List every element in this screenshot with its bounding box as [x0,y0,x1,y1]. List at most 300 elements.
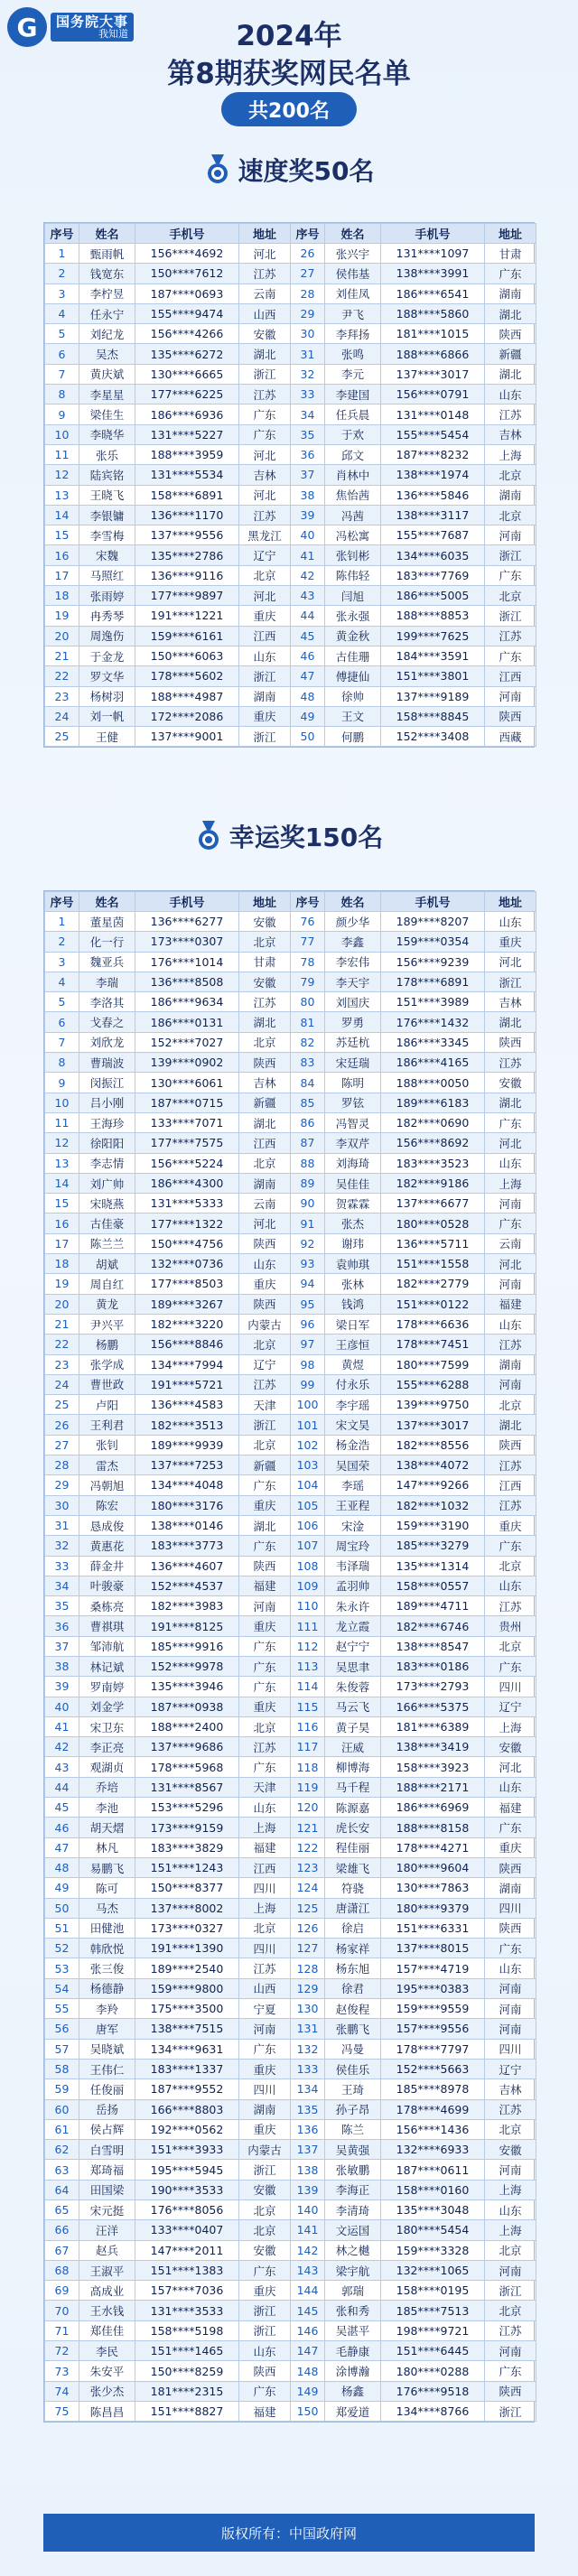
cell-idx: 18 [45,1254,79,1274]
cell-region: 黑龙江 [239,525,291,545]
cell-phone: 138****8547 [381,1636,485,1656]
cell-region: 广东 [485,565,536,585]
cell-name: 梁宇航 [325,2260,381,2280]
cell-name: 郑琦福 [79,2160,135,2180]
cell-name: 王淑平 [79,2260,135,2280]
cell-phone: 159****9800 [135,1978,239,1998]
cell-name: 徐帅 [325,686,381,706]
cell-idx: 95 [291,1294,325,1314]
cell-phone: 156****4692 [135,244,239,264]
cell-phone: 137****9686 [135,1737,239,1757]
table-row [45,1254,536,1274]
table-row [45,1556,536,1576]
cell-name: 宋卫东 [79,1716,135,1736]
cell-idx: 39 [45,1677,79,1697]
cell-phone: 156****5224 [135,1153,239,1173]
cell-idx: 108 [291,1556,325,1576]
cell-phone: 186****5005 [381,586,485,606]
cell-idx: 19 [45,1274,79,1294]
table-row [45,1194,536,1214]
cell-phone: 131****8567 [135,1777,239,1797]
cell-phone: 151****1558 [381,1254,485,1274]
page-title: 第8期获奖网民名单 [167,58,411,90]
cell-idx: 13 [45,485,79,505]
col-header-idx: 序号 [45,892,79,912]
cell-idx: 51 [45,1918,79,1938]
cell-region: 北京 [485,2119,536,2139]
cell-name: 尹飞 [325,303,381,323]
cell-name: 肖林中 [325,465,381,485]
cell-region: 江西 [485,1475,536,1495]
cell-idx: 59 [45,2079,79,2099]
cell-phone: 188****4987 [135,686,239,706]
cell-region: 浙江 [485,972,536,991]
table-row [45,2361,536,2381]
cell-phone: 186****3345 [381,1032,485,1052]
cell-region: 陕西 [239,1294,291,1314]
cell-phone: 173****0327 [135,1918,239,1938]
cell-idx: 126 [291,1918,325,1938]
cell-name: 郑佳佳 [79,2320,135,2340]
cell-phone: 199****7625 [381,626,485,646]
cell-name: 傅捷仙 [325,666,381,686]
cell-phone: 151****1243 [135,1857,239,1877]
cell-idx: 47 [291,666,325,686]
cell-name: 王伟仁 [79,2059,135,2078]
cell-name: 周自红 [79,1274,135,1294]
cell-phone: 138****3991 [381,264,485,284]
table-row [45,424,536,444]
table-row [45,1214,536,1233]
col-header-phone: 手机号 [381,892,485,912]
cell-idx: 43 [291,586,325,606]
cell-phone: 137****8002 [135,1898,239,1918]
cell-region: 上海 [485,1716,536,1736]
cell-region: 四川 [239,1878,291,1898]
cell-region: 湖北 [485,1012,536,1032]
cell-phone: 184****3591 [381,646,485,665]
cell-phone: 147****9266 [381,1475,485,1495]
cell-region: 山东 [485,912,536,932]
cell-name: 吴晓斌 [79,2039,135,2059]
table-row [45,666,536,686]
cell-name: 汪威 [325,1737,381,1757]
cell-idx: 149 [291,2381,325,2401]
cell-name: 梁佳生 [79,405,135,424]
cell-idx: 36 [291,444,325,464]
cell-idx: 3 [45,952,79,972]
cell-region: 浙江 [485,545,536,565]
col-header-region: 地址 [239,892,291,912]
cell-region: 福建 [485,1294,536,1314]
cell-phone: 178****7797 [381,2039,485,2059]
cell-name: 王海珍 [79,1112,135,1132]
cell-phone: 182****8556 [381,1435,485,1455]
cell-phone: 180****0528 [381,1214,485,1233]
table-row [45,1012,536,1032]
cell-idx: 13 [45,1153,79,1173]
cell-phone: 176****9518 [381,2381,485,2401]
cell-region: 上海 [239,1898,291,1918]
cell-region: 吉林 [239,465,291,485]
cell-region: 浙江 [239,1415,291,1435]
cell-region: 陕西 [239,1556,291,1576]
cell-name: 柳博海 [325,1757,381,1777]
cell-idx: 136 [291,2119,325,2139]
cell-idx: 7 [45,364,79,384]
cell-region: 山东 [485,1153,536,1173]
cell-name: 田健池 [79,1918,135,1938]
cell-phone: 132****6933 [381,2140,485,2160]
cell-phone: 181****6389 [381,1716,485,1736]
cell-idx: 42 [291,565,325,585]
cell-region: 重庆 [239,606,291,626]
medal-icon [195,821,222,851]
table-row [45,465,536,485]
cell-phone: 183****3523 [381,1153,485,1173]
cell-region: 陕西 [239,2361,291,2381]
cell-idx: 131 [291,2019,325,2039]
table-row [45,1958,536,1978]
cell-idx: 44 [291,606,325,626]
cell-region: 重庆 [239,1697,291,1716]
cell-idx: 46 [291,646,325,665]
cell-phone: 188****2400 [135,1716,239,1736]
cell-name: 颜少华 [325,912,381,932]
cell-name: 张鸣 [325,344,381,364]
cell-name: 李鑫 [325,932,381,952]
cell-name: 徐君 [325,1978,381,1998]
cell-name: 闫旭 [325,586,381,606]
cell-idx: 147 [291,2341,325,2361]
cell-idx: 34 [291,405,325,424]
cell-idx: 29 [291,303,325,323]
lucky-section-header [0,818,578,854]
cell-region: 陕西 [485,706,536,726]
table-row [45,2099,536,2119]
cell-region: 河南 [485,1374,536,1394]
cell-name: 张鹏飞 [325,2019,381,2039]
table-row [45,444,536,464]
cell-region: 广东 [485,264,536,284]
cell-phone: 180****9604 [381,1857,485,1877]
cell-idx: 37 [291,465,325,485]
cell-name: 冯茜 [325,505,381,525]
table-row [45,952,536,972]
cell-name: 王健 [79,727,135,747]
cell-phone: 135****1314 [381,1556,485,1576]
table-row [45,405,536,424]
cell-region: 云南 [239,284,291,303]
cell-idx: 139 [291,2180,325,2199]
cell-region: 云南 [485,1233,536,1253]
cell-idx: 125 [291,1898,325,1918]
cell-region: 安徽 [239,324,291,344]
cell-name: 甄雨帆 [79,244,135,264]
cell-region: 湖北 [239,344,291,364]
cell-idx: 47 [45,1837,79,1857]
cell-idx: 138 [291,2160,325,2180]
cell-phone: 131****1097 [381,244,485,264]
cell-region: 河南 [485,2341,536,2361]
cell-idx: 8 [45,385,79,405]
table-row [45,2079,536,2099]
cell-phone: 151****1465 [135,2341,239,2361]
cell-idx: 75 [45,2401,79,2421]
cell-idx: 10 [45,1093,79,1112]
cell-phone: 181****1015 [381,324,485,344]
lucky-table-header [45,892,536,912]
cell-idx: 22 [45,666,79,686]
table-row [45,706,536,726]
cell-phone: 133****0407 [135,2220,239,2240]
cell-name: 杨家祥 [325,1939,381,1958]
cell-name: 冯智灵 [325,1112,381,1132]
cell-name: 李池 [79,1798,135,1818]
table-row [45,2160,536,2180]
cell-region: 上海 [485,2220,536,2240]
cell-idx: 16 [45,1214,79,1233]
table-row [45,284,536,303]
cell-name: 李柠昱 [79,284,135,303]
cell-phone: 183****1337 [135,2059,239,2078]
cell-idx: 20 [45,626,79,646]
cell-name: 谢玮 [325,1233,381,1253]
cell-phone: 182****0690 [381,1112,485,1132]
cell-region: 湖北 [239,1515,291,1535]
cell-idx: 144 [291,2281,325,2301]
cell-name: 雷杰 [79,1455,135,1475]
cell-idx: 84 [291,1073,325,1093]
table-row [45,1939,536,1958]
cell-idx: 114 [291,1677,325,1697]
cell-idx: 8 [45,1053,79,1073]
cell-idx: 119 [291,1777,325,1797]
cell-phone: 183****0186 [381,1656,485,1676]
cell-region: 甘肃 [239,952,291,972]
cell-idx: 105 [291,1495,325,1515]
cell-region: 北京 [239,1032,291,1052]
cell-name: 曹世政 [79,1374,135,1394]
cell-region: 陕西 [485,1857,536,1877]
cell-name: 侯伟基 [325,264,381,284]
cell-region: 安徽 [485,1737,536,1757]
cell-idx: 98 [291,1354,325,1374]
cell-phone: 158****0160 [381,2180,485,2199]
cell-region: 北京 [239,1435,291,1455]
cell-region: 陕西 [485,1435,536,1455]
table-row [45,264,536,284]
cell-idx: 26 [45,1415,79,1435]
cell-phone: 159****6161 [135,626,239,646]
cell-idx: 43 [45,1757,79,1777]
cell-region: 北京 [485,586,536,606]
table-row [45,1656,536,1676]
table-row [45,646,536,665]
cell-phone: 157****9556 [381,2019,485,2039]
table-row [45,2281,536,2301]
cell-region: 广东 [485,2361,536,2381]
table-row [45,972,536,991]
col-header-phone: 手机号 [135,892,239,912]
cell-name: 李拜扬 [325,324,381,344]
cell-region: 广东 [239,2039,291,2059]
cell-idx: 38 [45,1656,79,1676]
cell-region: 江苏 [239,1737,291,1757]
cell-region: 湖南 [239,1173,291,1193]
table-row [45,2401,536,2421]
cell-idx: 94 [291,1274,325,1294]
cell-phone: 151****3933 [135,2140,239,2160]
cell-idx: 109 [291,1576,325,1595]
cell-name: 林之樾 [325,2240,381,2260]
cell-phone: 198****9721 [381,2320,485,2340]
cell-phone: 147****2011 [135,2240,239,2260]
cell-idx: 10 [45,424,79,444]
table-row [45,2019,536,2039]
cell-name: 观湖贞 [79,1757,135,1777]
table-row [45,364,536,384]
cell-idx: 33 [291,385,325,405]
cell-name: 高成业 [79,2281,135,2301]
cell-name: 张林 [325,1274,381,1294]
header [0,0,578,144]
cell-region: 重庆 [485,1515,536,1535]
table-row [45,1294,536,1314]
cell-phone: 182****9186 [381,1173,485,1193]
cell-name: 李民 [79,2341,135,2361]
cell-phone: 130****6665 [135,364,239,384]
cell-idx: 135 [291,2099,325,2119]
cell-phone: 185****3279 [381,1536,485,1556]
cell-phone: 159****0354 [381,932,485,952]
cell-phone: 188****6866 [381,344,485,364]
cell-idx: 36 [45,1616,79,1636]
cell-region: 四川 [485,1677,536,1697]
cell-region: 广东 [239,1677,291,1697]
cell-name: 李瑞 [79,972,135,991]
cell-name: 黄龙 [79,1294,135,1314]
cell-idx: 123 [291,1857,325,1877]
cell-phone: 187****0715 [135,1093,239,1112]
cell-name: 曹瑞波 [79,1053,135,1073]
cell-region: 湖南 [239,686,291,706]
cell-region: 山东 [239,646,291,665]
cell-phone: 180****5454 [381,2220,485,2240]
cell-phone: 136****4607 [135,1556,239,1576]
cell-phone: 159****3190 [381,1515,485,1535]
table-row [45,586,536,606]
cell-idx: 145 [291,2301,325,2320]
cell-name: 林凡 [79,1837,135,1857]
cell-idx: 120 [291,1798,325,1818]
cell-name: 邹沛航 [79,1636,135,1656]
cell-phone: 151****1383 [135,2260,239,2280]
table-row [45,1233,536,1253]
table-row [45,1334,536,1354]
cell-name: 梁日军 [325,1314,381,1334]
cell-idx: 71 [45,2320,79,2340]
cell-phone: 131****5333 [135,1194,239,1214]
table-row [45,2220,536,2240]
cell-phone: 132****1065 [381,2260,485,2280]
cell-idx: 74 [45,2381,79,2401]
logo-line1: 国务院大事 [56,13,129,30]
cell-name: 李海正 [325,2180,381,2199]
cell-idx: 45 [45,1798,79,1818]
cell-phone: 137****6677 [381,1194,485,1214]
cell-region: 广东 [485,1112,536,1132]
table-row [45,1415,536,1435]
cell-idx: 30 [45,1495,79,1515]
cell-region: 河北 [485,1133,536,1153]
cell-phone: 137****9189 [381,686,485,706]
cell-region: 河北 [485,1757,536,1777]
cell-name: 王晓飞 [79,485,135,505]
cell-name: 李清琦 [325,2200,381,2220]
cell-idx: 79 [291,972,325,991]
cell-name: 黄金秋 [325,626,381,646]
cell-region: 湖南 [485,284,536,303]
cell-name: 张乐 [79,444,135,464]
cell-idx: 107 [291,1536,325,1556]
cell-idx: 104 [291,1475,325,1495]
cell-idx: 122 [291,1837,325,1857]
cell-name: 李宏伟 [325,952,381,972]
cell-region: 重庆 [239,1616,291,1636]
cell-phone: 134****7994 [135,1354,239,1374]
cell-idx: 21 [45,1314,79,1334]
cell-idx: 20 [45,1294,79,1314]
cell-name: 李瑶 [325,1475,381,1495]
cell-name: 郭瑞 [325,2281,381,2301]
cell-idx: 133 [291,2059,325,2078]
cell-idx: 112 [291,1636,325,1656]
cell-name: 张钊彬 [325,545,381,565]
cell-idx: 137 [291,2140,325,2160]
cell-phone: 180****0288 [381,2361,485,2381]
speed-section-header [0,152,578,188]
cell-phone: 156****8846 [135,1334,239,1354]
cell-idx: 6 [45,344,79,364]
logo-mark: G [7,7,47,47]
cell-region: 山东 [485,2200,536,2220]
cell-phone: 195****0383 [381,1978,485,1998]
cell-name: 周宝玲 [325,1536,381,1556]
cell-region: 河南 [239,2019,291,2039]
table-row [45,686,536,706]
cell-name: 刘纪龙 [79,324,135,344]
cell-idx: 32 [45,1536,79,1556]
cell-region: 北京 [485,2301,536,2320]
cell-name: 毛静康 [325,2341,381,2361]
cell-name: 戈春之 [79,1012,135,1032]
cell-idx: 15 [45,525,79,545]
cell-phone: 158****0557 [381,1576,485,1595]
cell-region: 江苏 [485,1053,536,1073]
cell-name: 李洛其 [79,992,135,1012]
cell-phone: 188****5860 [381,303,485,323]
cell-phone: 158****3923 [381,1757,485,1777]
cell-region: 湖北 [485,303,536,323]
cell-name: 陆宾铭 [79,465,135,485]
cell-phone: 153****5296 [135,1798,239,1818]
cell-idx: 61 [45,2119,79,2139]
cell-name: 罗文华 [79,666,135,686]
cell-name: 黄庆斌 [79,364,135,384]
cell-idx: 4 [45,303,79,323]
cell-idx: 132 [291,2039,325,2059]
